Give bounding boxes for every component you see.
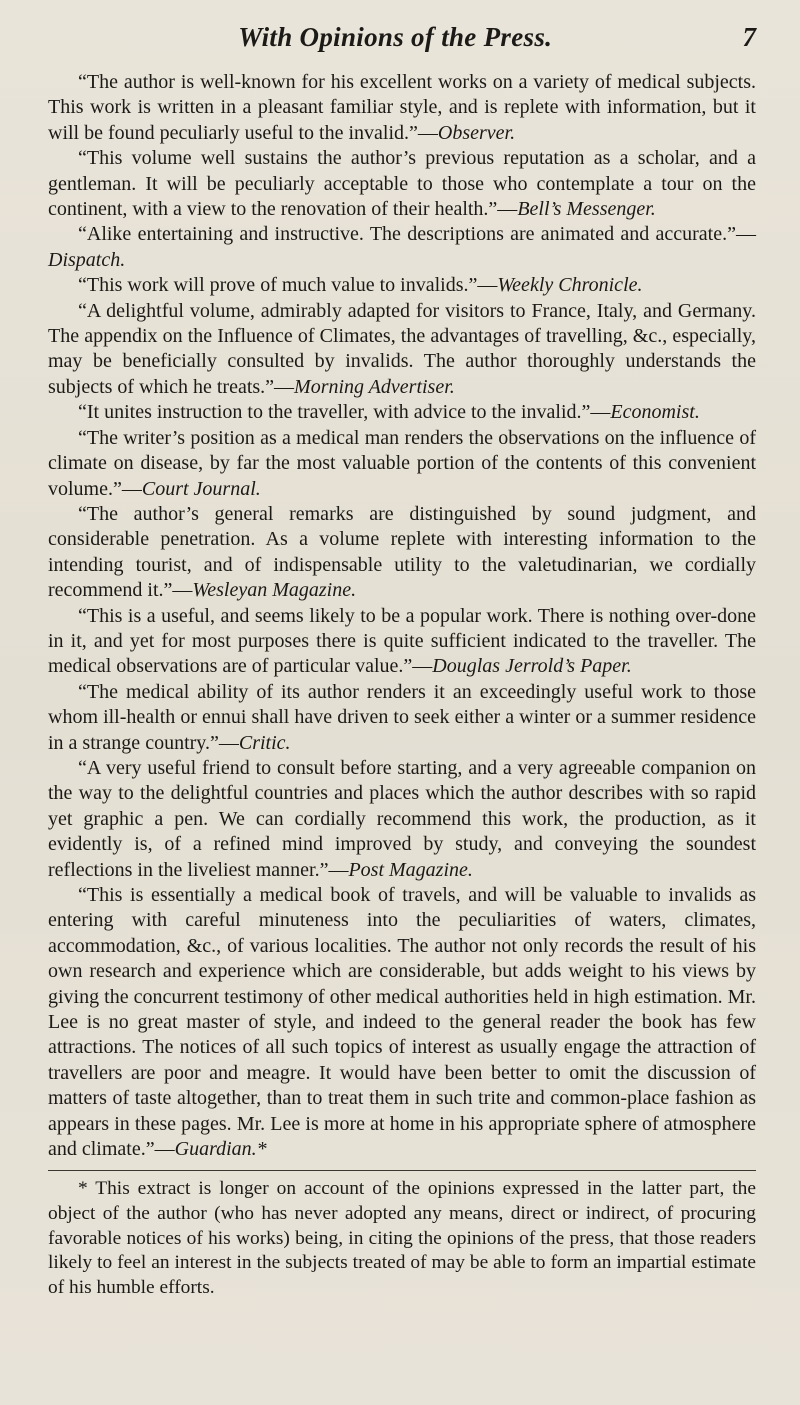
- quote-source: Observer.: [437, 121, 516, 144]
- press-quote: [48, 400, 756, 425]
- quote-text: “It unites instruction to the traveller, with advice to the invalid.”—: [78, 401, 611, 424]
- quote-text: “Alike entertaining and instructive. The descriptions are animated and accurate.”—: [78, 223, 756, 246]
- quote-text: “This volume well sustains the author’s previous reputation as a scholar, and a gentleman. It will be peculiarly acceptable to those who contemplate a tour on the continent, with a view to the renovation of their health.”—: [48, 147, 756, 221]
- quote-source: Douglas Jerrold’s Paper.: [432, 655, 632, 678]
- quote-source: Morning Advertiser.: [294, 375, 455, 398]
- footnote-divider: [48, 1170, 756, 1171]
- press-opinions: [48, 70, 756, 1162]
- quote-source: Dispatch.: [48, 248, 126, 271]
- page-number: 7: [742, 22, 756, 52]
- press-quote: [48, 273, 756, 298]
- quote-text: “This work will prove of much value to invalids.”—: [78, 274, 498, 297]
- running-title: With Opinions of the Press.: [238, 22, 553, 52]
- quote-text: “The author’s general remarks are distinguished by sound judgment, and considerable penetration. As a volume replete with interesting information to the intending tourist, and of indispensable utility to the valetudinarian, we cordially recommend it.”—: [48, 502, 756, 602]
- quote-text: “A delightful volume, admirably adapted for visitors to France, Italy, and Germany. The appendix on the Influence of Climates, the advantages of travelling, &c., especially, may be beneficially consulted by invalids. The author thoroughly understands the subjects of which he treats.”—: [48, 299, 756, 398]
- quote-source: Economist.: [610, 401, 700, 424]
- quote-text: “A very useful friend to consult before starting, and a very agreeable companion on the way to the delightful countries and places which the author describes with so rapid yet graphic a pen. We can cordially recommend this work, the production, as it evidently is, of a refined mind improved by study, and conveying the soundest reflections in the liveliest manner.”—: [48, 756, 756, 881]
- quote-source: Post Magazine.: [348, 858, 473, 881]
- press-quote: [48, 70, 756, 146]
- press-quote: [48, 426, 756, 502]
- quote-source: Bell’s Messenger.: [517, 198, 656, 221]
- press-quote: [48, 222, 756, 273]
- press-quote: [48, 604, 756, 680]
- quote-text: “The writer’s position as a medical man renders the observations on the influence of climate on disease, by far the most valuable portion of the contents of this convenient volume.”—: [48, 426, 756, 500]
- press-quote: [48, 756, 756, 883]
- quote-text: “The medical ability of its author renders it an exceedingly useful work to those whom ill-health or ennui shall have driven to seek either a winter or a summer residence in a strange country.”—: [48, 680, 756, 754]
- quote-source: Wesleyan Magazine.: [192, 579, 357, 602]
- quote-text: “This is a useful, and seems likely to be a popular work. There is nothing over-done in it, and yet for most purposes there is quite sufficient indicated to the traveller. The medical observations are of particular value.”—: [48, 604, 756, 678]
- footnote: * This extract is longer on account of the opinions expressed in the latter part, the object of the author (who has never adopted any means, direct or indirect, of procuring favorable notices of his works) being, in citing the opinions of the press, that those readers likely to feel an interest in the subjects treated of may be able to form an impartial estimate of his humble efforts.: [48, 1178, 756, 1298]
- quote-source: Court Journal.: [141, 477, 261, 500]
- press-quote: [48, 502, 756, 604]
- running-head: [48, 22, 756, 62]
- quote-source: Guardian.*: [174, 1138, 267, 1161]
- quote-source: Critic.: [238, 731, 291, 754]
- press-quote: [48, 680, 756, 756]
- quote-text: “The author is well-known for his excellent works on a variety of medical subjects. This work is written in a pleasant familiar style, and is replete with information, but it will be found peculiarly useful to the invalid.”—: [48, 71, 756, 144]
- press-quote: [48, 146, 756, 222]
- press-quote: [48, 883, 756, 1162]
- press-quote: [48, 299, 756, 401]
- quote-text: “This is essentially a medical book of travels, and will be valuable to invalids as entering with careful minuteness into the peculiarities of waters, climates, accommodation, &c., of various localities. The author not only records the result of his own research and experience which are considerable, but adds weight to his views by giving the concurrent testimony of other medical authorities held in high estimation. Mr. Lee is no great master of style, and indeed to the general reader the book has few attractions. The notices of all such topics of interest as usually engage the attraction of travellers are poor and meagre. It would have been better to omit the discussion of matters of taste altogether, than to treat them in such trite and common-place fashion as appears in these pages. Mr. Lee is more at home in his appropriate sphere of atmosphere and climate.”—: [48, 884, 756, 1161]
- quote-source: Weekly Chronicle.: [497, 274, 643, 297]
